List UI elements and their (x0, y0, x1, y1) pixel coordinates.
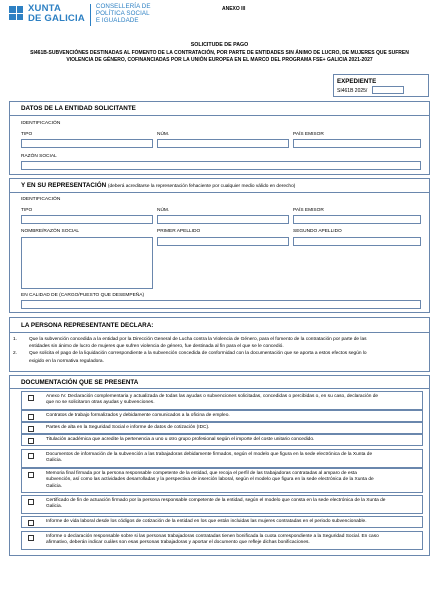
entidad-section (9, 101, 430, 175)
doc-checkbox[interactable] (28, 453, 34, 459)
calidad-field[interactable] (21, 300, 421, 309)
doc-item-contratos: Contratos de trabajo formalizados y debidamente comunicados a la oficina de empleo. (21, 410, 423, 422)
form-title-sub-1: SI461B-SUBVENCIÓNES DESTINADAS AL FOMENTO DE LA CONTRATACIÓN, POR PARTE DE ENTIDADES SIN ÁNIMO DE LUCRO, DE MUJERES QUE SUFREN (30, 50, 409, 56)
documentacion-section (9, 375, 430, 556)
expediente-title: EXPEDIENTE (337, 78, 377, 85)
apellido1-label: PRIMER APELLIDO (157, 229, 201, 234)
pais-label: PAÍS EMISOR (293, 132, 324, 137)
apellido2-label: SEGUNDO APELLIDO (293, 229, 342, 234)
num-label: NÚM. (157, 132, 170, 137)
doc-item-certificado-fin: Certificado de fin de actuación firmado por la persona responsable competente de la entidad, según el modelo que consta en la sede electrónica de la Xunta de Galicia. (21, 495, 423, 514)
doc-item-informacion-subvencion: Documentos de información de la subvención a las trabajadoras debidamente firmados, según el modelo que figura en la sede electrónica de la Xunta de Galicia. (21, 449, 423, 468)
doc-item-memoria-final: Memoria final firmada por la persona responsable competente de la entidad, que recoja el perfil de las trabajadoras contratadas al amparo de esta subvención, así como las actividades desarrolladas y la perspectiva de inserción laboral, según el modelo que figura en la sede electrónica de la Xunta de Galicia. (21, 468, 423, 493)
doc-checkbox[interactable] (28, 414, 34, 420)
razon-social-label: RAZÓN SOCIAL (21, 154, 57, 159)
rep-pais-field[interactable] (293, 215, 421, 224)
tipo-field[interactable] (21, 139, 153, 148)
representacion-title: Y EN SU REPRESENTACIÓN (deberá acreditarse la representación fehaciente por cualquier medio válido en derecho) (21, 182, 296, 189)
anexo-label: ANEXO III (222, 6, 246, 12)
doc-item-anexo-iv: Anexo IV. Declaración complementaria y actualizada de todas las ayudas o subvenciones solicitadas, concedidas o percibidas o, en su caso, declaración de que no se solicitaron otras ayudas y subvenciones. (21, 391, 423, 410)
doc-item-vida-laboral: Informe de vida laboral desde los códigos de cotización de la entidad en los que están incluidas las mujeres contratadas en el periodo subvencionable. (21, 516, 423, 528)
doc-checkbox[interactable] (28, 426, 34, 432)
expediente-code: SI461B 2025/ (337, 88, 368, 94)
nombre-label: NOMBRE/RAZÓN SOCIAL (21, 229, 80, 234)
doc-item-partes-alta: Partes de alta en la Seguridad Social e informe de datos de cotización (IDC). (21, 422, 423, 434)
tipo-label: TIPO (21, 132, 33, 137)
rep-tipo-field[interactable] (21, 215, 153, 224)
num-label: NÚM. (157, 208, 170, 213)
doc-checkbox[interactable] (28, 520, 34, 526)
pais-label: PAÍS EMISOR (293, 208, 324, 213)
declara-section (9, 317, 430, 372)
divider (10, 115, 429, 116)
divider (10, 388, 429, 389)
identificacion-label: IDENTIFICACIÓN (21, 121, 61, 126)
nombre-field[interactable] (21, 237, 153, 289)
num-field[interactable] (157, 139, 289, 148)
doc-checkbox[interactable] (28, 499, 34, 505)
expediente-number-field[interactable] (372, 86, 404, 94)
doc-checkbox[interactable] (28, 472, 34, 478)
identificacion-label: IDENTIFICACIÓN (21, 197, 61, 202)
rep-num-field[interactable] (157, 215, 289, 224)
declara-list (13, 336, 421, 365)
logo-name: XUNTA DE GALICIA (28, 3, 85, 24)
form-title-main: SOLICITUDE DE PAGO (190, 42, 249, 48)
expediente-box (333, 74, 429, 97)
doc-checkbox[interactable] (28, 535, 34, 541)
declara-item: 1. Que la subvención concedida a la entidad por la Dirección General de Lucha contra la Violencia de Género, para el fomento de la contratación por parte de las entidades sin ánimo de lucro de mujeres que sufren violencia de género, fue destinada al fin para el que se le concedió. (13, 337, 367, 350)
doc-checkbox[interactable] (28, 438, 34, 444)
logo-divider (90, 4, 91, 26)
declara-title: LA PERSONA REPRESENTANTE DECLARA: (21, 322, 154, 329)
declara-item: 2. Que solicita el pago de la liquidación correspondiente a la subvención concedida de conformidad con la documentación que se aporta a estos efectos según lo exigido en la normativa reguladora. (13, 351, 367, 364)
calidad-label: EN CALIDAD DE (CARGO/PUESTO QUE DESEMPEÑA) (21, 293, 145, 298)
xunta-logo-icon (9, 6, 23, 20)
doc-checkbox[interactable] (28, 395, 34, 401)
doc-item-titulacion: Titulación académica que acredite la pertenencia a uno u otro grupo profesional según el importe del coste unitario concedido. (21, 434, 423, 446)
form-title (0, 42, 439, 64)
pais-field[interactable] (293, 139, 421, 148)
documentacion-title: DOCUMENTACIÓN QUE SE PRESENTA (21, 379, 139, 386)
representacion-section (9, 178, 430, 313)
razon-social-field[interactable] (21, 161, 421, 170)
xunta-logo (9, 4, 151, 26)
divider (10, 332, 429, 333)
tipo-label: TIPO (21, 208, 33, 213)
form-title-sub-2: VIOLENCIA DE GÉNERO, COFINANCIADAS POR LA UNIÓN EUROPEA EN EL MARCO DEL PROGRAMA FSE+ GALICIA 2021-2027 (66, 57, 373, 63)
divider (10, 192, 429, 193)
doc-item-bonificaciones: Informe o declaración responsable sobre si las personas trabajadoras contratadas tienen bonificada la cuota correspondiente a la Seguridad Social. En caso afirmativo, deberán indicar cuáles son esas personas trabajadoras y aportar el documento que refleje dichas bonificaciones. (21, 531, 423, 550)
conselleria-name: CONSELLERÍA DE POLÍTICA SOCIAL E IGUALDADE (95, 3, 151, 24)
representacion-note: (deberá acreditarse la representación fehaciente por cualquier medio válido en derecho) (107, 184, 296, 189)
apellido1-field[interactable] (157, 237, 289, 246)
apellido2-field[interactable] (293, 237, 421, 246)
entidad-title: DATOS DE LA ENTIDAD SOLICITANTE (21, 105, 136, 112)
